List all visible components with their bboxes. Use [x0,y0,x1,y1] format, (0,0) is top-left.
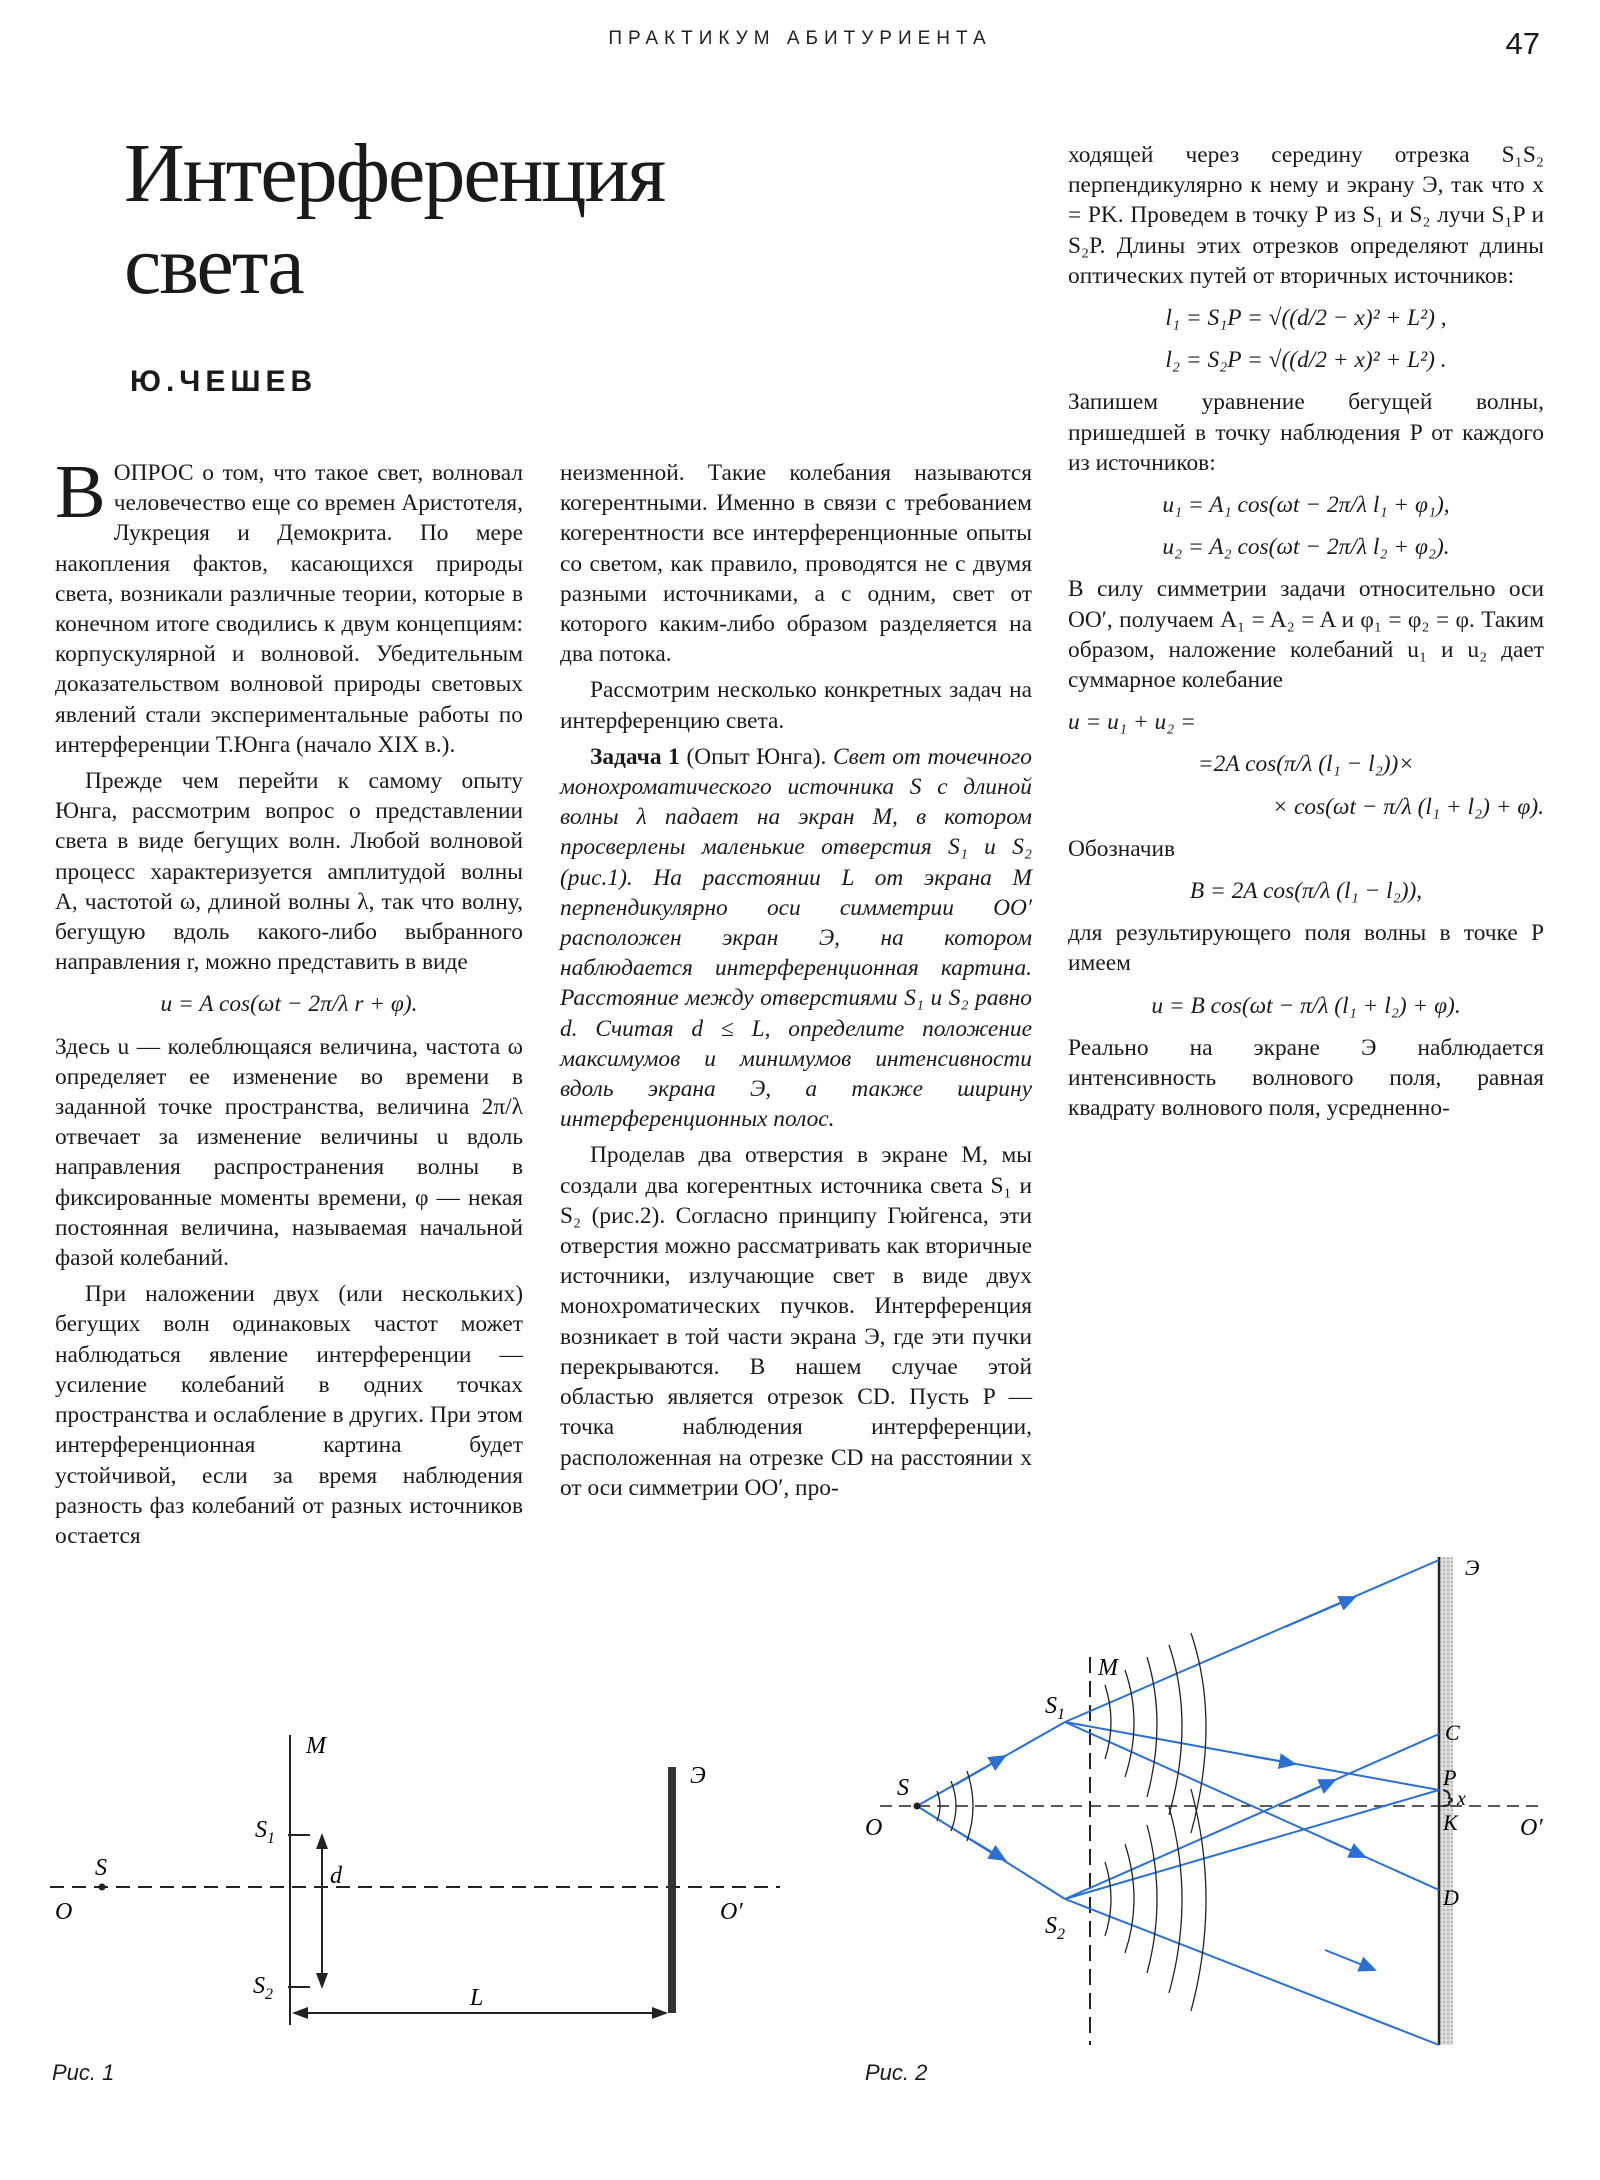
paragraph: Прежде чем перейти к самому опыту Юнга, рассмотрим вопрос о представлении света в виде бегущих волн. Любой волновой процесс характеризуется амплитудой волны A, частотой ω, длиной волны λ, так что волну, бегущую вдоль какого-либо выбранного направления r, можно представить в виде [55,768,523,976]
formula-l2: l₂ = S₂P = √((d/2 + x)² + L²) . [1165,347,1447,374]
label-L: L [470,1985,484,2011]
ray-s1-arrow-1 [1285,1597,1355,1627]
screen-e [668,1767,676,2013]
column-1 [55,450,523,1551]
ray-s2-arrow-2 [1325,1950,1375,1970]
figure-1-caption: Рис. 1 [52,2060,115,2085]
ray-s1-arrow-3 [1325,1839,1365,1857]
label-O: O [865,1815,883,1841]
paragraph: При наложении двух (или нескольких) бегущих волн одинаковых частот может наблюдаться явление интерференции — усиление колебаний в одних точках пространства и ослабление в других. При этом интерференционная картина будет устойчивой, если за время наблюдения разность фаз колебаний от разных источников остается [55,1281,523,1549]
column-2 [560,458,1032,1503]
label-S1: $S_1$ [1045,1693,1065,1723]
source-point [914,1803,921,1810]
label-d: d [330,1863,342,1889]
title-line-2: света [124,219,303,312]
ray-s1-top [1065,1560,1439,1722]
l-arrow-head-left [292,2007,308,2019]
formula-b: B = 2A cos(π/λ (l₁ − l₂)), [1189,878,1423,905]
ray-s1-arrow-2 [1245,1755,1295,1764]
task-text: Свет от точечного монохроматического источника S с длиной волны λ падает на экран M, в котором просверлены маленькие отверстия S₁ и S₂ (рис.1). На расстоянии L от экрана M перпендикулярно оси симметрии OO′ расположен экран Э, на котором наблюдается интерференционная картина. Расстояние между отверстиями S₁ и S₂ равно d. Считая d ≤ L, определите положение максимумов и минимумов интенсивности вдоль экрана Э, а также ширину интерференционных полос. [560,743,1032,1133]
label-S: S [897,1775,909,1801]
formula-u: u = B cos(ωt − π/λ (l₁ + l₂) + φ). [1151,992,1461,1019]
source-point [99,1884,106,1891]
task-1 [560,742,1032,1135]
article-title [124,128,764,312]
l-arrow-head-right [652,2007,668,2019]
wavefront-s2 [1105,1789,1206,2011]
label-P: P [1443,1765,1457,1790]
paragraph: неизменной. Такие колебания называются когерентными. Именно в связи с требованием когерентности все интерференционные опыты со светом, как правило, проводятся не с двумя разными источниками, а с одним, свет от которого каким-либо образом разделяется на два потока. [560,460,1032,668]
ray-s2-c [1065,1734,1439,1899]
figure-2-caption: Рис. 2 [865,2060,928,2085]
page-number: 47 [1505,26,1540,61]
paragraph: Обозначив [1068,835,1176,862]
formula-u2: u₂ = A₂ cos(ωt − 2π/λ l₂ + φ₂). [1162,534,1450,561]
formula-sum-b: =2A cos(π/λ (l₁ − l₂))× [1197,751,1415,778]
label-S1: $S_1$ [255,1817,275,1847]
label-S: S [95,1855,107,1881]
label-S2: $S_2$ [253,1973,273,2003]
formula-u1: u₁ = A₁ cos(ωt − 2π/λ l₁ + φ₁), [1162,492,1450,519]
title-line-1: Интерференция [124,127,665,220]
label-O-prime: O′ [720,1899,743,1925]
task-source: (Опыт Юнга). [686,743,827,770]
label-M: M [1098,1655,1118,1681]
label-E: Э [1465,1555,1480,1580]
author: Ю.ЧЕШЕВ [130,365,318,398]
ray-s2-bottom [1065,1899,1439,2045]
d-arrow-head-top [316,1833,328,1849]
d-arrow-head-bottom [316,1973,328,1989]
label-O: O [55,1899,73,1925]
paragraph: Реально на экране Э наблюдается интенсивность волнового поля, равная квадрату волнового поля, усредненно- [1068,1034,1544,1122]
label-K: K [1443,1810,1458,1835]
label-S2: $S_2$ [1045,1913,1065,1943]
running-head: ПРАКТИКУМ АБИТУРИЕНТА [608,28,992,49]
label-D: D [1443,1885,1459,1910]
figure-1 [40,1725,790,2055]
label-M: M [306,1733,326,1759]
label-C: C [1445,1720,1460,1745]
paragraph: Рассмотрим несколько конкретных задач на интерференцию света. [560,677,1032,734]
figure-2 [855,1545,1555,2055]
ray-s-arrow-2 [955,1830,1005,1860]
column-3 [1068,140,1544,1123]
label-x: x [1457,1788,1466,1810]
paragraph: Здесь u — колеблющаяся величина, частота ω определяет ее изменение во времени в заданной точке пространства, величина 2π/λ отвечает за изменение величины u вдоль направления распространения волны в фиксированные моменты времени, φ — некая постоянная величина, называемая начальной фазой колебаний. [55,1033,523,1272]
paragraph: В силу симметрии задачи относительно оси OO′, получаем A₁ = A₂ = A и φ₁ = φ₂ = φ. Таким образом, наложение колебаний u₁ и u₂ дает суммарное колебание [1068,576,1544,694]
formula-l1: l₁ = S₁P = √((d/2 − x)² + L²) , [1165,305,1447,332]
label-E: Э [690,1763,706,1789]
paragraph: Проделав два отверстия в экране M, мы создали два когерентных источника света S₁ и S₂ (рис.2). Согласно принципу Гюйгенса, эти отверстия можно рассматривать как вторичные источники, излучающие свет в виде двух монохроматических пучков. Интерференция возникает в той части экрана Э, где эти пучки перекрываются. В нашем случае этой областью является отрезок CD. Пусть P — точка наблюдения интерференции, расположенная на отрезке CD на расстоянии x от оси симметрии OO′, про- [560,1142,1032,1501]
paragraph: ВОПРОС о том, что такое свет, волновал человечество еще со времен Аристотеля, Лукреция и Демокрита. По мере накопления фактов, касающихся природы света, возникали различные теории, которые в конечном итоге сводились к двум концепциям: корпускулярной и волновой. Убедительным доказательством волновой природы световых явлений стали экспериментальные работы по интерференции Т.Юнга (начало XIX в.). [55,450,523,758]
paragraph: Запишем уравнение бегущей волны, пришедшей в точку наблюдения P от каждого из источников: [1068,389,1544,476]
drop-cap: В [55,450,106,534]
formula-sum-c: × cos(ωt − π/λ (l₁ + l₂) + φ). [1272,793,1544,820]
ray-s2-arrow-1 [1295,1780,1335,1798]
label-O-prime: O′ [1520,1815,1543,1841]
formula-sum-a: u = u₁ + u₂ = [1068,709,1196,736]
ray-s-arrow-1 [955,1756,1005,1785]
formula: u = A cos(ωt − 2π/λ r + φ). [160,991,418,1018]
paragraph: для результирующего поля волны в точке P имеем [1068,920,1544,977]
task-label: Задача 1 [590,743,680,770]
paragraph: ходящей через середину отрезка S₁S₂ перпендикулярно к нему и экрану Э, так что x = PK. Проведем в точку P из S₁ и S₂ лучи S₁P и S₂P. Длины этих отрезков определяют длины оптических путей от вторичных источников: [1068,142,1544,289]
